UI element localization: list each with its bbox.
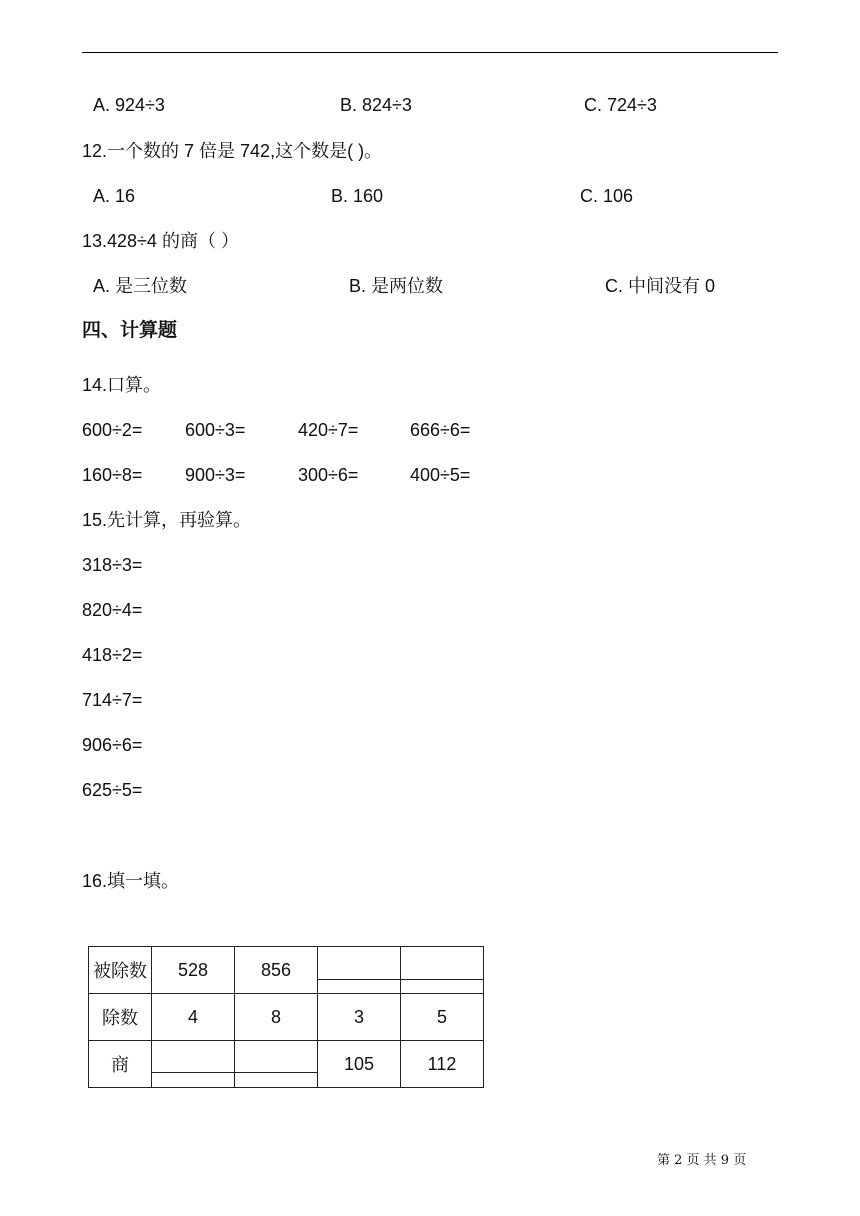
q15-item: 625÷5= (82, 780, 143, 800)
q14-item: 666÷6= (410, 420, 471, 440)
fill-table (88, 946, 484, 1088)
q14-item: 420÷7= (298, 420, 359, 440)
table-row (89, 1041, 484, 1088)
section-title: 四、计算题 (82, 320, 178, 341)
q14-item: 600÷2= (82, 420, 143, 440)
q14-item: 600÷3= (185, 420, 246, 440)
q13-option-c: C. 中间没有 0 (605, 276, 716, 296)
q12-option-c: C. 106 (580, 186, 634, 206)
q14-item: 160÷8= (82, 465, 143, 485)
quotient-blank[interactable] (235, 1041, 318, 1088)
page-number: 第 2 页 共 9 页 (657, 1153, 747, 1168)
q14-stem: 14.口算。 (82, 375, 162, 395)
q15-item: 906÷6= (82, 735, 143, 755)
q15-item: 418÷2= (82, 645, 143, 665)
q12-stem: 12.一个数的 7 倍是 742,这个数是( )。 (82, 141, 383, 161)
q11-option-b: B. 824÷3 (340, 95, 412, 115)
row-label-divisor: 除数 (89, 994, 152, 1041)
q11-option-c: C. 724÷3 (584, 95, 657, 115)
q15-stem: 15.先计算，再验算。 (82, 510, 252, 530)
quotient-cell: 105 (318, 1041, 401, 1088)
table-row (89, 947, 484, 994)
quotient-cell: 112 (401, 1041, 484, 1088)
divisor-cell: 3 (318, 994, 401, 1041)
divisor-cell: 8 (235, 994, 318, 1041)
dividend-cell: 528 (152, 947, 235, 994)
header-rule (82, 52, 778, 53)
q15-item: 714÷7= (82, 690, 143, 710)
row-label-dividend: 被除数 (89, 947, 152, 994)
quotient-blank[interactable] (152, 1041, 235, 1088)
q13-option-b: B. 是两位数 (349, 276, 444, 296)
table-row (89, 994, 484, 1041)
q15-item: 820÷4= (82, 600, 143, 620)
q13-stem: 13.428÷4 的商（ ） (82, 231, 239, 251)
row-label-quotient: 商 (89, 1041, 152, 1088)
q14-item: 300÷6= (298, 465, 359, 485)
q12-option-a: A. 16 (93, 186, 136, 206)
q14-item: 900÷3= (185, 465, 246, 485)
divisor-cell: 5 (401, 994, 484, 1041)
q13-option-a: A. 是三位数 (93, 276, 188, 296)
answer-blank-line (401, 979, 483, 980)
answer-blank-line (152, 1072, 234, 1073)
dividend-blank[interactable] (318, 947, 401, 994)
q12-option-b: B. 160 (331, 186, 384, 206)
q15-item: 318÷3= (82, 555, 143, 575)
dividend-blank[interactable] (401, 947, 484, 994)
q14-item: 400÷5= (410, 465, 471, 485)
q11-option-a: A. 924÷3 (93, 95, 165, 115)
dividend-cell: 856 (235, 947, 318, 994)
divisor-cell: 4 (152, 994, 235, 1041)
answer-blank-line (235, 1072, 317, 1073)
answer-blank-line (318, 979, 400, 980)
q16-stem: 16.填一填。 (82, 871, 180, 891)
